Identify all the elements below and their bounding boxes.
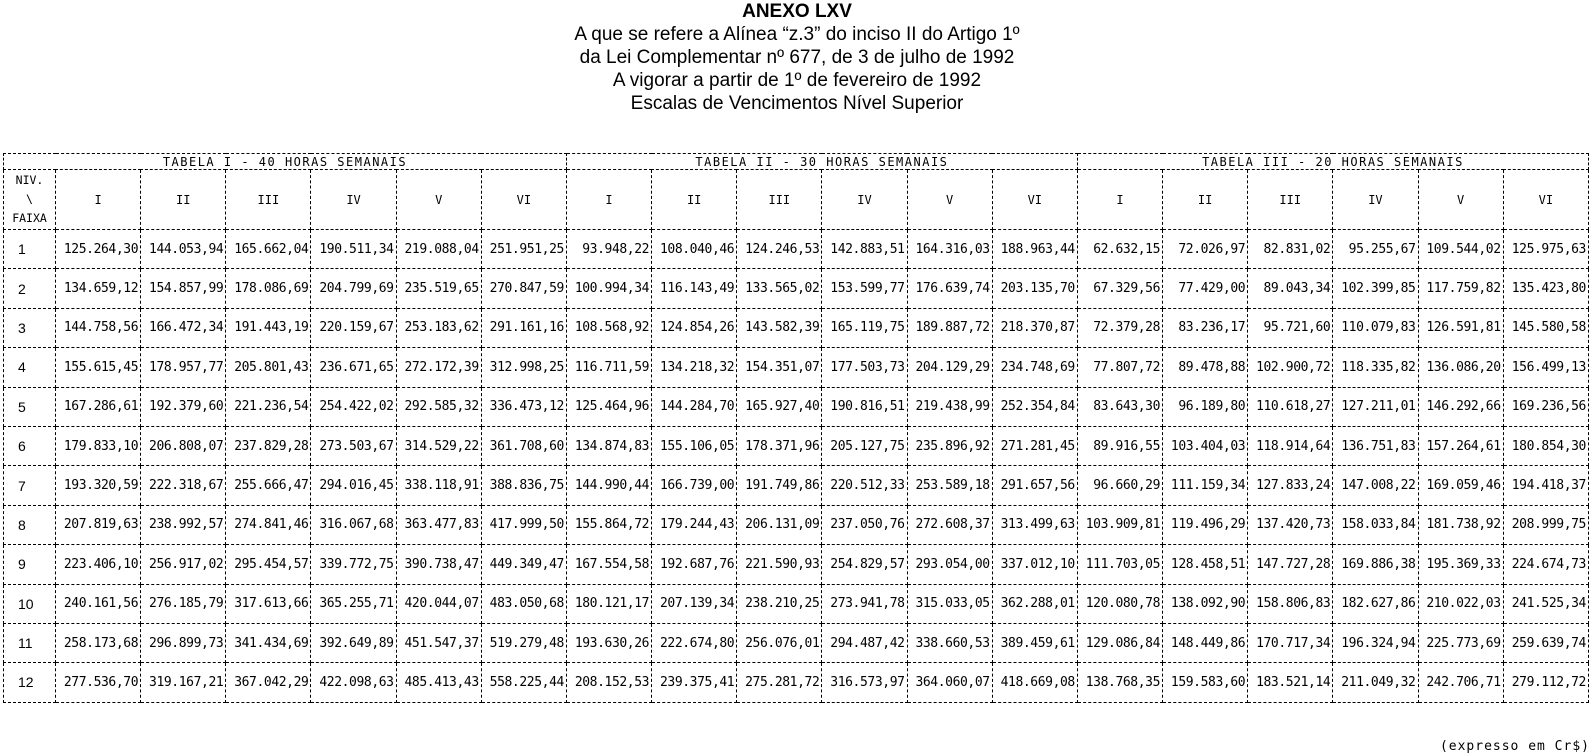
table-row — [4, 387, 1589, 426]
col-t1-IV: IV — [311, 170, 396, 230]
table-cell: 155.106,05 — [652, 426, 737, 465]
table-cell: 206.131,09 — [737, 505, 822, 544]
table-cell: 111.159,34 — [1163, 466, 1248, 505]
table-cell: 238.210,25 — [737, 584, 822, 623]
table-cell: 219.438,99 — [907, 387, 992, 426]
table-cell: 210.022,03 — [1418, 584, 1503, 623]
row-label: 11 — [4, 623, 56, 662]
table-cell: 341.434,69 — [226, 623, 311, 662]
table-cell: 519.279,48 — [481, 623, 566, 662]
table-cell: 255.666,47 — [226, 466, 311, 505]
table-cell: 252.354,84 — [992, 387, 1077, 426]
table-row — [4, 308, 1589, 347]
table-cell: 193.320,59 — [56, 466, 141, 505]
table-cell: 313.499,63 — [992, 505, 1077, 544]
table-cell: 203.135,70 — [992, 269, 1077, 308]
table-cell: 100.994,34 — [566, 269, 651, 308]
table-row — [4, 426, 1589, 465]
table-cell: 146.292,66 — [1418, 387, 1503, 426]
row-label: 3 — [4, 308, 56, 347]
table-cell: 390.738,47 — [396, 545, 481, 584]
row-label: 12 — [4, 663, 56, 702]
table-cell: 485.413,43 — [396, 663, 481, 702]
table-cell: 418.669,08 — [992, 663, 1077, 702]
row-label: 7 — [4, 466, 56, 505]
table-cell: 272.608,37 — [907, 505, 992, 544]
table-cell: 127.211,01 — [1333, 387, 1418, 426]
row-label: 9 — [4, 545, 56, 584]
table-cell: 189.887,72 — [907, 308, 992, 347]
table-cell: 83.236,17 — [1163, 308, 1248, 347]
table-cell: 96.660,29 — [1077, 466, 1162, 505]
table-cell: 218.370,87 — [992, 308, 1077, 347]
table-cell: 275.281,72 — [737, 663, 822, 702]
table-cell: 178.086,69 — [226, 269, 311, 308]
table-cell: 204.129,29 — [907, 348, 992, 387]
table-cell: 316.067,68 — [311, 505, 396, 544]
table-cell: 291.161,16 — [481, 308, 566, 347]
faixa-label: FAIXA — [12, 211, 47, 225]
table-cell: 111.703,05 — [1077, 545, 1162, 584]
table-cell: 178.371,96 — [737, 426, 822, 465]
table-row — [4, 466, 1589, 505]
col-t1-V: V — [396, 170, 481, 230]
table-cell: 82.831,02 — [1248, 230, 1333, 269]
table-cell: 103.909,81 — [1077, 505, 1162, 544]
col-t1-VI: VI — [481, 170, 566, 230]
col-t3-IV: IV — [1333, 170, 1418, 230]
table-cell: 134.218,32 — [652, 348, 737, 387]
currency-note: (expresso em Cr$) — [1439, 739, 1590, 754]
table-cell: 176.639,74 — [907, 269, 992, 308]
table-cell: 294.487,42 — [822, 623, 907, 662]
header-line-4: Escalas de Vencimentos Nível Superior — [630, 93, 964, 114]
table-cell: 144.284,70 — [652, 387, 737, 426]
table-cell: 206.808,07 — [141, 426, 226, 465]
table-cell: 133.565,02 — [737, 269, 822, 308]
table-cell: 110.618,27 — [1248, 387, 1333, 426]
table-cell: 296.899,73 — [141, 623, 226, 662]
table-cell: 367.042,29 — [226, 663, 311, 702]
col-t1-III: III — [226, 170, 311, 230]
table-cell: 251.951,25 — [481, 230, 566, 269]
table-cell: 125.975,63 — [1503, 230, 1588, 269]
table-cell: 124.854,26 — [652, 308, 737, 347]
table-cell: 127.833,24 — [1248, 466, 1333, 505]
row-label: 2 — [4, 269, 56, 308]
table-cell: 293.054,00 — [907, 545, 992, 584]
table-cell: 144.758,56 — [56, 308, 141, 347]
table-cell: 158.033,84 — [1333, 505, 1418, 544]
table-cell: 102.399,85 — [1333, 269, 1418, 308]
table-cell: 134.659,12 — [56, 269, 141, 308]
table-cell: 116.143,49 — [652, 269, 737, 308]
table-cell: 294.016,45 — [311, 466, 396, 505]
table-cell: 361.708,60 — [481, 426, 566, 465]
table-cell: 312.998,25 — [481, 348, 566, 387]
table-cell: 241.525,34 — [1503, 584, 1588, 623]
table-cell: 192.379,60 — [141, 387, 226, 426]
table-cell: 420.044,07 — [396, 584, 481, 623]
table-cell: 237.829,28 — [226, 426, 311, 465]
table-cell: 259.639,74 — [1503, 623, 1588, 662]
table-row — [4, 584, 1589, 623]
table-cell: 154.857,99 — [141, 269, 226, 308]
table-cell: 118.335,82 — [1333, 348, 1418, 387]
table-cell: 271.281,45 — [992, 426, 1077, 465]
table-cell: 240.161,56 — [56, 584, 141, 623]
table-cell: 93.948,22 — [566, 230, 651, 269]
table-cell: 315.033,05 — [907, 584, 992, 623]
row-label: 8 — [4, 505, 56, 544]
table-cell: 483.050,68 — [481, 584, 566, 623]
table-cell: 273.503,67 — [311, 426, 396, 465]
table-row — [4, 545, 1589, 584]
table-cell: 220.512,33 — [822, 466, 907, 505]
table-cell: 291.657,56 — [992, 466, 1077, 505]
table-cell: 392.649,89 — [311, 623, 396, 662]
table-cell: 180.854,30 — [1503, 426, 1588, 465]
table-cell: 77.429,00 — [1163, 269, 1248, 308]
table-body — [4, 230, 1589, 703]
table-cell: 125.264,30 — [56, 230, 141, 269]
table-cell: 258.173,68 — [56, 623, 141, 662]
table-cell: 183.521,14 — [1248, 663, 1333, 702]
table-cell: 89.916,55 — [1077, 426, 1162, 465]
table-cell: 95.721,60 — [1248, 308, 1333, 347]
table-cell: 89.478,88 — [1163, 348, 1248, 387]
table-cell: 337.012,10 — [992, 545, 1077, 584]
salary-table — [3, 153, 1589, 703]
table-cell: 236.671,65 — [311, 348, 396, 387]
col-t3-III: III — [1248, 170, 1333, 230]
table-cell: 235.896,92 — [907, 426, 992, 465]
table-cell: 194.418,37 — [1503, 466, 1588, 505]
table-cell: 167.554,58 — [566, 545, 651, 584]
table-cell: 96.189,80 — [1163, 387, 1248, 426]
table-row — [4, 505, 1589, 544]
table-row — [4, 348, 1589, 387]
table-cell: 558.225,44 — [481, 663, 566, 702]
table-cell: 166.739,00 — [652, 466, 737, 505]
col-t3-VI: VI — [1503, 170, 1588, 230]
table-cell: 179.244,43 — [652, 505, 737, 544]
col-t3-V: V — [1418, 170, 1503, 230]
table-cell: 153.599,77 — [822, 269, 907, 308]
table-cell: 116.711,59 — [566, 348, 651, 387]
col-t2-III: III — [737, 170, 822, 230]
table-cell: 165.927,40 — [737, 387, 822, 426]
header-line-3: A vigorar a partir de 1º de fevereiro de 1992 — [612, 70, 982, 91]
table-row — [4, 230, 1589, 269]
table-cell: 167.286,61 — [56, 387, 141, 426]
table-cell: 190.816,51 — [822, 387, 907, 426]
niv-label: NIV. — [15, 173, 44, 187]
table-cell: 237.050,76 — [822, 505, 907, 544]
table-cell: 136.086,20 — [1418, 348, 1503, 387]
table-cell: 144.053,94 — [141, 230, 226, 269]
table-cell: 253.589,18 — [907, 466, 992, 505]
row-label: 6 — [4, 426, 56, 465]
table-cell: 256.076,01 — [737, 623, 822, 662]
table-cell: 254.829,57 — [822, 545, 907, 584]
header-line-2: da Lei Complementar nº 677, de 3 de julho de 1992 — [579, 47, 1015, 68]
table-cell: 365.255,71 — [311, 584, 396, 623]
table-cell: 292.585,32 — [396, 387, 481, 426]
table-cell: 222.674,80 — [652, 623, 737, 662]
header-line-1: A que se refere a Alínea “z.3” do inciso II do Artigo 1º — [574, 24, 1020, 45]
table-cell: 224.674,73 — [1503, 545, 1588, 584]
group-header-tabela-1: TABELA I - 40 HORAS SEMANAIS — [4, 154, 567, 170]
table-cell: 179.833,10 — [56, 426, 141, 465]
table-cell: 118.914,64 — [1248, 426, 1333, 465]
table-cell: 119.496,29 — [1163, 505, 1248, 544]
table-cell: 239.375,41 — [652, 663, 737, 702]
col-t2-V: V — [907, 170, 992, 230]
row-label: 5 — [4, 387, 56, 426]
table-cell: 191.749,86 — [737, 466, 822, 505]
table-cell: 169.886,38 — [1333, 545, 1418, 584]
table-cell: 138.768,35 — [1077, 663, 1162, 702]
table-cell: 95.255,67 — [1333, 230, 1418, 269]
table-cell: 155.864,72 — [566, 505, 651, 544]
table-cell: 109.544,02 — [1418, 230, 1503, 269]
table-cell: 103.404,03 — [1163, 426, 1248, 465]
annex-title: ANEXO LXV — [742, 1, 852, 22]
table-cell: 136.751,83 — [1333, 426, 1418, 465]
table-cell: 207.819,63 — [56, 505, 141, 544]
table-cell: 159.583,60 — [1163, 663, 1248, 702]
table-row — [4, 663, 1589, 702]
table-cell: 276.185,79 — [141, 584, 226, 623]
col-t2-I: I — [566, 170, 651, 230]
table-cell: 205.127,75 — [822, 426, 907, 465]
group-header-tabela-3: TABELA III - 20 HORAS SEMANAIS — [1077, 154, 1588, 170]
col-t1-II: II — [141, 170, 226, 230]
table-cell: 169.059,46 — [1418, 466, 1503, 505]
table-cell: 254.422,02 — [311, 387, 396, 426]
table-cell: 147.727,28 — [1248, 545, 1333, 584]
table-cell: 279.112,72 — [1503, 663, 1588, 702]
table-cell: 451.547,37 — [396, 623, 481, 662]
table-cell: 449.349,47 — [481, 545, 566, 584]
table-cell: 77.807,72 — [1077, 348, 1162, 387]
table-cell: 72.026,97 — [1163, 230, 1248, 269]
table-cell: 83.643,30 — [1077, 387, 1162, 426]
table-cell: 177.503,73 — [822, 348, 907, 387]
table-cell: 256.917,02 — [141, 545, 226, 584]
table-cell: 319.167,21 — [141, 663, 226, 702]
table-cell: 362.288,01 — [992, 584, 1077, 623]
table-cell: 363.477,83 — [396, 505, 481, 544]
table-cell: 158.806,83 — [1248, 584, 1333, 623]
table-cell: 165.119,75 — [822, 308, 907, 347]
row-label: 1 — [4, 230, 56, 269]
table-cell: 238.992,57 — [141, 505, 226, 544]
table-cell: 388.836,75 — [481, 466, 566, 505]
table-cell: 67.329,56 — [1077, 269, 1162, 308]
table-cell: 222.318,67 — [141, 466, 226, 505]
table-cell: 316.573,97 — [822, 663, 907, 702]
table-cell: 338.660,53 — [907, 623, 992, 662]
col-t3-II: II — [1163, 170, 1248, 230]
table-cell: 110.079,83 — [1333, 308, 1418, 347]
document-header — [0, 1, 1594, 115]
table-cell: 196.324,94 — [1333, 623, 1418, 662]
table-cell: 273.941,78 — [822, 584, 907, 623]
niv-separator: \ — [26, 192, 33, 206]
table-cell: 72.379,28 — [1077, 308, 1162, 347]
table-cell: 117.759,82 — [1418, 269, 1503, 308]
table-cell: 422.098,63 — [311, 663, 396, 702]
table-cell: 166.472,34 — [141, 308, 226, 347]
table-cell: 165.662,04 — [226, 230, 311, 269]
table-cell: 120.080,78 — [1077, 584, 1162, 623]
table-cell: 169.236,56 — [1503, 387, 1588, 426]
table-row — [4, 269, 1589, 308]
table-cell: 277.536,70 — [56, 663, 141, 702]
table-cell: 181.738,92 — [1418, 505, 1503, 544]
table-cell: 221.590,93 — [737, 545, 822, 584]
table-cell: 137.420,73 — [1248, 505, 1333, 544]
table-cell: 339.772,75 — [311, 545, 396, 584]
table-cell: 389.459,61 — [992, 623, 1077, 662]
col-t2-II: II — [652, 170, 737, 230]
table-cell: 134.874,83 — [566, 426, 651, 465]
table-cell: 204.799,69 — [311, 269, 396, 308]
table-cell: 144.990,44 — [566, 466, 651, 505]
table-cell: 129.086,84 — [1077, 623, 1162, 662]
table-cell: 164.316,03 — [907, 230, 992, 269]
table-cell: 135.423,80 — [1503, 269, 1588, 308]
group-header-tabela-2: TABELA II - 30 HORAS SEMANAIS — [566, 154, 1077, 170]
row-label: 4 — [4, 348, 56, 387]
table-cell: 154.351,07 — [737, 348, 822, 387]
table-cell: 148.449,86 — [1163, 623, 1248, 662]
table-cell: 102.900,72 — [1248, 348, 1333, 387]
table-cell: 220.159,67 — [311, 308, 396, 347]
table-cell: 62.632,15 — [1077, 230, 1162, 269]
table-cell: 195.369,33 — [1418, 545, 1503, 584]
table-cell: 178.957,77 — [141, 348, 226, 387]
table-cell: 180.121,17 — [566, 584, 651, 623]
table-cell: 190.511,34 — [311, 230, 396, 269]
table-cell: 417.999,50 — [481, 505, 566, 544]
table-cell: 272.172,39 — [396, 348, 481, 387]
table-cell: 225.773,69 — [1418, 623, 1503, 662]
group-header-row — [4, 154, 1589, 170]
table-cell: 125.464,96 — [566, 387, 651, 426]
table-cell: 208.152,53 — [566, 663, 651, 702]
table-cell: 89.043,34 — [1248, 269, 1333, 308]
table-row — [4, 623, 1589, 662]
table-cell: 211.049,32 — [1333, 663, 1418, 702]
table-cell: 274.841,46 — [226, 505, 311, 544]
table-cell: 156.499,13 — [1503, 348, 1588, 387]
table-cell: 191.443,19 — [226, 308, 311, 347]
col-t2-VI: VI — [992, 170, 1077, 230]
col-t2-IV: IV — [822, 170, 907, 230]
table-cell: 108.040,46 — [652, 230, 737, 269]
row-label: 10 — [4, 584, 56, 623]
table-cell: 221.236,54 — [226, 387, 311, 426]
col-t3-I: I — [1077, 170, 1162, 230]
table-cell: 138.092,90 — [1163, 584, 1248, 623]
table-cell: 108.568,92 — [566, 308, 651, 347]
table-cell: 364.060,07 — [907, 663, 992, 702]
column-header-row — [4, 170, 1589, 230]
table-cell: 188.963,44 — [992, 230, 1077, 269]
table-cell: 143.582,39 — [737, 308, 822, 347]
table-cell: 295.454,57 — [226, 545, 311, 584]
table-cell: 270.847,59 — [481, 269, 566, 308]
table-cell: 234.748,69 — [992, 348, 1077, 387]
table-cell: 182.627,86 — [1333, 584, 1418, 623]
table-cell: 128.458,51 — [1163, 545, 1248, 584]
table-cell: 192.687,76 — [652, 545, 737, 584]
table-cell: 207.139,34 — [652, 584, 737, 623]
col-t1-I: I — [56, 170, 141, 230]
table-cell: 124.246,53 — [737, 230, 822, 269]
table-cell: 219.088,04 — [396, 230, 481, 269]
table-cell: 157.264,61 — [1418, 426, 1503, 465]
table-cell: 147.008,22 — [1333, 466, 1418, 505]
table-cell: 170.717,34 — [1248, 623, 1333, 662]
table-cell: 338.118,91 — [396, 466, 481, 505]
table-cell: 193.630,26 — [566, 623, 651, 662]
table-cell: 208.999,75 — [1503, 505, 1588, 544]
table-cell: 314.529,22 — [396, 426, 481, 465]
table-cell: 126.591,81 — [1418, 308, 1503, 347]
table-cell: 253.183,62 — [396, 308, 481, 347]
table-cell: 242.706,71 — [1418, 663, 1503, 702]
table-cell: 145.580,58 — [1503, 308, 1588, 347]
table-cell: 223.406,10 — [56, 545, 141, 584]
niv-faixa-header — [4, 170, 56, 230]
table-cell: 336.473,12 — [481, 387, 566, 426]
table-cell: 155.615,45 — [56, 348, 141, 387]
table-cell: 142.883,51 — [822, 230, 907, 269]
table-cell: 317.613,66 — [226, 584, 311, 623]
table-cell: 235.519,65 — [396, 269, 481, 308]
table-cell: 205.801,43 — [226, 348, 311, 387]
